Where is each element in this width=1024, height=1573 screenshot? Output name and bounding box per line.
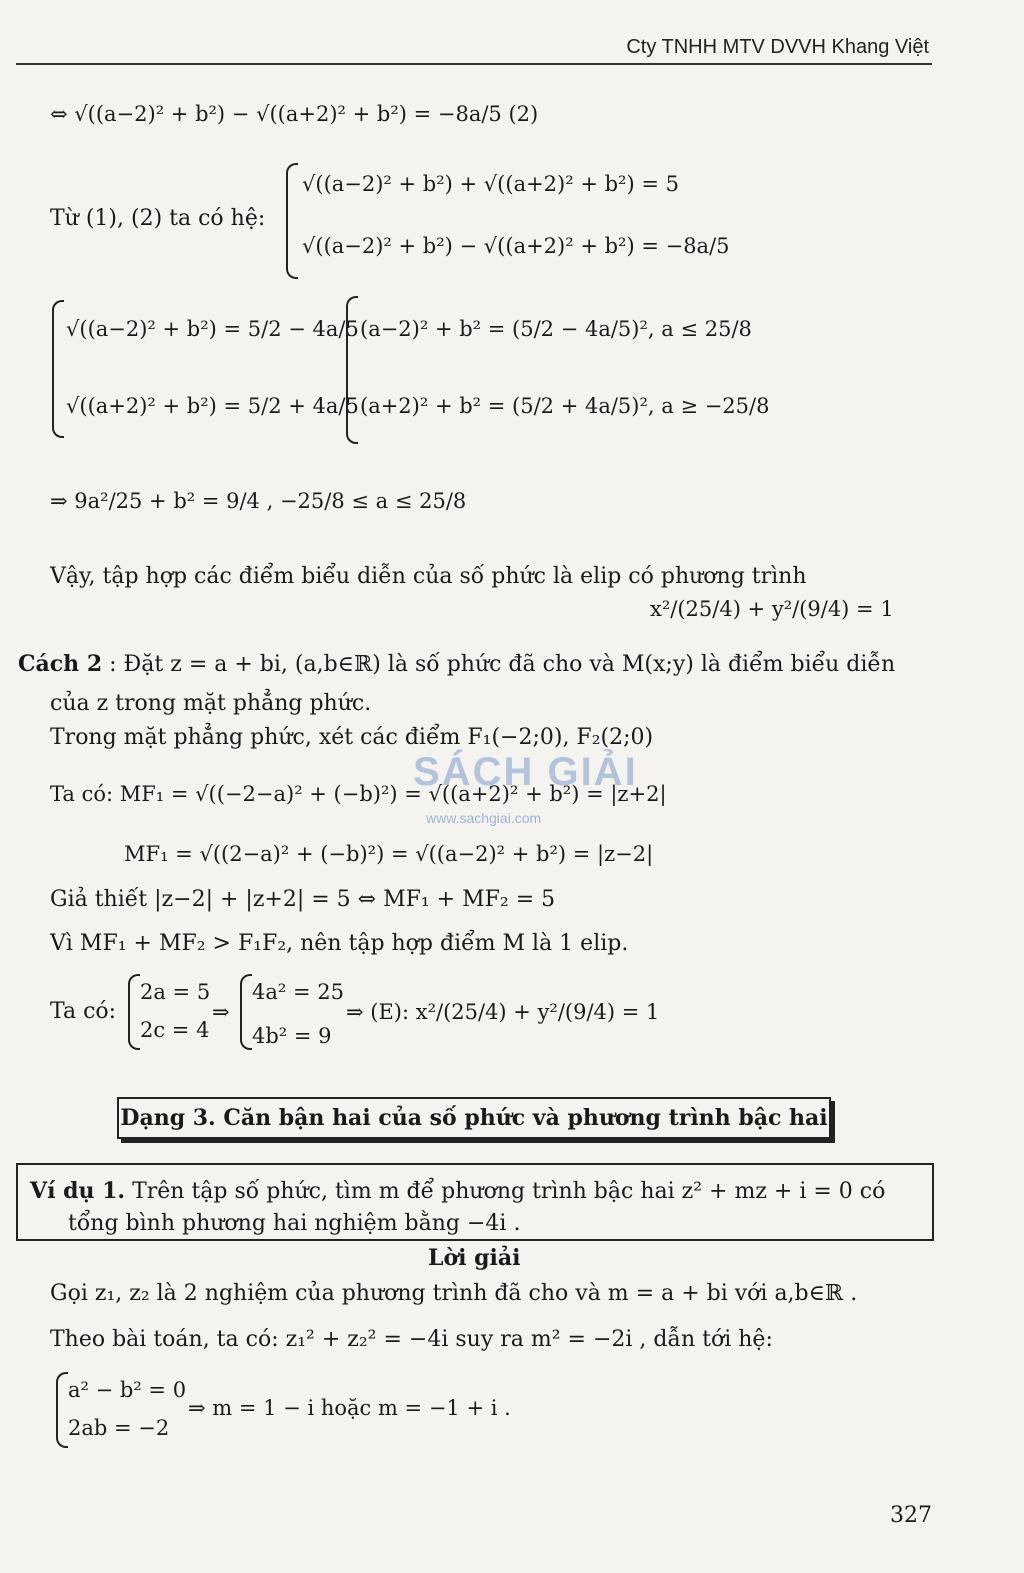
system-a-brace	[52, 300, 64, 438]
ellipse-reason: Vì MF₁ + MF₂ > F₁F₂, nên tập hợp điểm M là 1 elip.	[50, 931, 629, 956]
solution-line-1: Gọi z₁, z₂ là 2 nghiệm của phương trình đã cho và m = a + bi với a,b∈ℝ .	[50, 1281, 858, 1306]
page-number: 327	[890, 1503, 932, 1528]
result-equation: ⇒ 9a²/25 + b² = 9/4 , −25/8 ≤ a ≤ 25/8	[50, 489, 467, 513]
sys-2a: 2a = 5	[140, 980, 211, 1004]
sys-4a2: 4a² = 25	[252, 980, 344, 1004]
solution-brace	[56, 1372, 68, 1448]
example-1-line-1	[30, 1177, 885, 1206]
system-b-row-1: (a−2)² + b² = (5/2 − 4a/5)², a ≤ 25/8	[360, 317, 752, 341]
watermark-url: www.sachgiai.com	[426, 810, 542, 826]
mf2-equation: MF₁ = √((2−a)² + (−b)²) = √((a−2)² + b²) = |z−2|	[124, 842, 654, 866]
running-header: Cty TNHH MTV DVVH Khang Việt	[626, 36, 929, 58]
method-2-label: Cách 2	[18, 651, 103, 677]
mf1-equation: Ta có: MF₁ = √((−2−a)² + (−b)²) = √((a+2)² + b²) = |z+2|	[50, 782, 667, 806]
solution-heading: Lời giải	[428, 1245, 521, 1271]
implies-arrow: ⇒	[212, 1000, 230, 1024]
solution-sys-1: a² − b² = 0	[68, 1378, 187, 1402]
sys-4b2: 4b² = 9	[252, 1024, 332, 1048]
method-2-text-1: : Đặt z = a + bi, (a,b∈ℝ) là số phức đã cho và M(x;y) là điểm biểu diễn	[109, 652, 896, 677]
system-row-2: √((a−2)² + b²) − √((a+2)² + b²) = −8a/5	[302, 234, 730, 258]
taco-label: Ta có:	[50, 999, 117, 1024]
equation-2-text: ⇔ √((a−2)² + b²) − √((a+2)² + b²) = −8a/5 (2)	[50, 102, 539, 126]
solution-sys-2: 2ab = −2	[68, 1416, 170, 1440]
system-b-row-2: (a+2)² + b² = (5/2 + 4a/5)², a ≥ −25/8	[360, 394, 770, 418]
conclusion-1	[50, 563, 807, 591]
system-row-1: √((a−2)² + b²) + √((a+2)² + b²) = 5	[302, 172, 679, 196]
hypothesis: Giả thiết |z−2| + |z+2| = 5 ⇔ MF₁ + MF₂ = 5	[50, 887, 556, 912]
example-1-text-1: Trên tập số phức, tìm m để phương trình bậc hai z² + mz + i = 0 có	[132, 1179, 886, 1204]
header-rule	[16, 63, 932, 65]
example-1-line-2: tổng bình phương hai nghiệm bằng −4i .	[68, 1211, 521, 1236]
sys-2c: 2c = 4	[140, 1018, 210, 1042]
method-2-line-3: Trong mặt phẳng phức, xét các điểm F₁(−2;0), F₂(2;0)	[50, 725, 654, 750]
system-b-brace	[346, 296, 358, 444]
ellipse-E: ⇒ (E): x²/(25/4) + y²/(9/4) = 1	[346, 1000, 660, 1024]
system-a-row-2: √((a+2)² + b²) = 5/2 + 4a/5	[66, 394, 359, 418]
method-2-line-2: của z trong mặt phẳng phức.	[50, 691, 372, 716]
system-brace	[286, 163, 298, 279]
system-a-row-1: √((a−2)² + b²) = 5/2 − 4a/5	[66, 317, 359, 341]
equation-2	[50, 100, 538, 128]
section-heading-dang-3: Dạng 3. Căn bận hai của số phức và phương trình bậc hai	[117, 1097, 831, 1139]
conclusion-1-text: Vậy, tập hợp các điểm biểu diễn của số phức là elip có phương trình	[50, 564, 807, 589]
solution-line-2: Theo bài toán, ta có: z₁² + z₂² = −4i suy ra m² = −2i , dẫn tới hệ:	[50, 1327, 773, 1352]
taco-brace-2	[240, 974, 252, 1050]
taco-brace-1	[128, 974, 140, 1050]
example-1-label: Ví dụ 1.	[30, 1178, 126, 1204]
ellipse-equation: x²/(25/4) + y²/(9/4) = 1	[650, 597, 894, 621]
solution-result: ⇒ m = 1 − i hoặc m = −1 + i .	[188, 1396, 511, 1420]
watermark-logo: SÁCH GIẢI	[413, 750, 638, 794]
method-2-line-1	[18, 650, 895, 679]
system-intro: Từ (1), (2) ta có hệ:	[50, 206, 266, 231]
